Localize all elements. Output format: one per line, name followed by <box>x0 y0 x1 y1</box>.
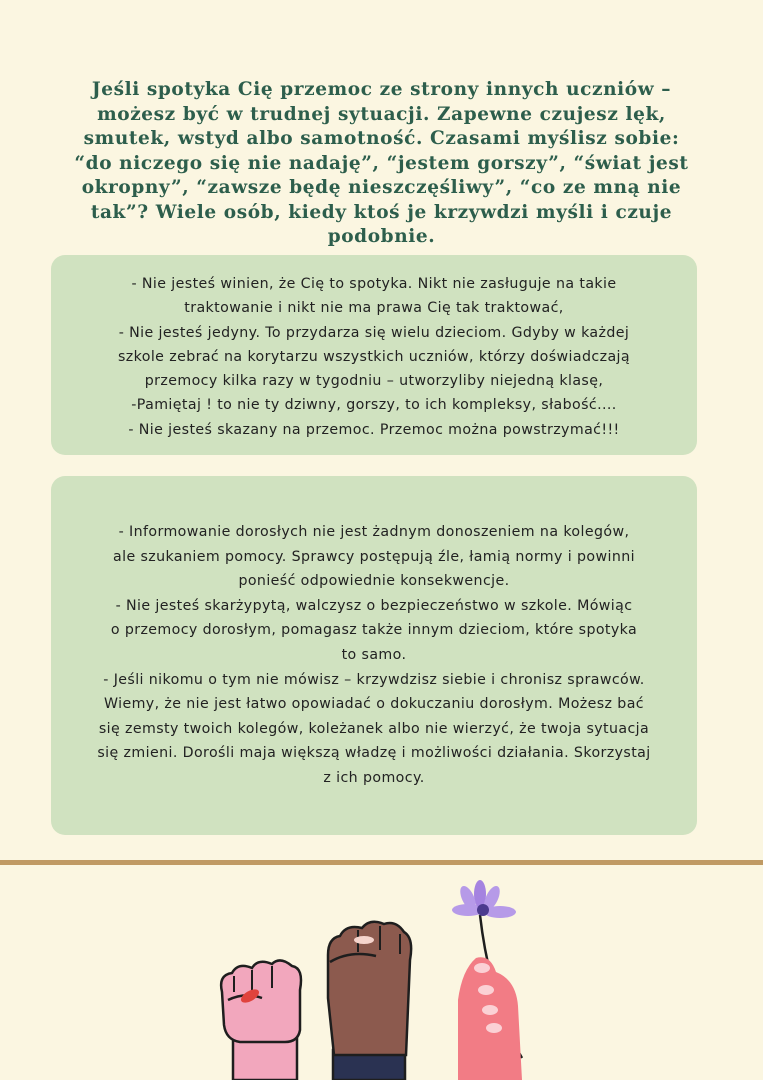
box-line: o przemocy dorosłym, pomagasz także innym dzieciom, które spotyka <box>110 622 638 639</box>
raised-hands-illustration <box>200 880 540 1080</box>
info-box-seek-help <box>51 476 697 835</box>
box-line: to samo. <box>341 646 407 663</box>
intro-line: smutek, wstyd albo samotność. Czasami myślisz sobie: <box>83 128 680 149</box>
box-line: przemocy kilka razy w tygodniu – utworzyliby niejedną klasę, <box>144 373 604 390</box>
info-box-reassurance <box>51 255 697 455</box>
divider <box>0 860 763 865</box>
box-line: ale szukaniem pomocy. Sprawcy postępują źle, łamią normy i powinni <box>113 548 635 565</box>
box-line: - Informowanie dorosłych nie jest żadnym donoszeniem na kolegów, <box>118 524 630 540</box>
box-line: -Pamiętaj ! to nie ty dziwny, gorszy, to ich kompleksy, słabość.... <box>131 397 617 414</box>
brown-fist-icon <box>328 922 411 1080</box>
box-line: z ich pomocy. <box>323 769 425 786</box>
box-line: - Nie jesteś jedyny. To przydarza się wielu dzieciom. Gdyby w każdej <box>118 324 630 341</box>
intro-line: podobnie. <box>327 226 436 247</box>
intro-line: możesz być w trudnej sytuacji. Zapewne czujesz lęk, <box>97 103 666 125</box>
intro-line: tak”? Wiele osób, kiedy ktoś je krzywdzi myśli i czuje <box>90 201 673 223</box>
hand-holding-flower-icon <box>452 880 522 1080</box>
box-line: - Nie jesteś skarżypytą, walczysz o bezpieczeństwo w szkole. Mówiąc <box>115 597 633 614</box>
box-line: - Nie jesteś winien, że Cię to spotyka. Nikt nie zasługuje na takie <box>131 276 617 292</box>
box-line: traktowanie i nikt nie ma prawa Cię tak traktować, <box>184 300 564 317</box>
intro-heading <box>48 78 715 250</box>
box-line: ponieść odpowiednie konsekwencje. <box>238 573 510 590</box>
box-line: się zemsty twoich kolegów, koleżanek albo nie wierzyć, że twoja sytuacja <box>98 720 650 737</box>
intro-line: okropny”, “zawsze będę nieszczęśliwy”, “co ze mną nie <box>81 177 682 198</box>
box-line: - Jeśli nikomu o tym nie mówisz – krzywdzisz siebie i chronisz sprawców. <box>103 671 645 688</box>
pink-fist-icon <box>221 960 301 1080</box>
intro-line: Jeśli spotyka Cię przemoc ze strony innych uczniów – <box>91 79 672 100</box>
intro-line: “do niczego się nie nadaję”, “jestem gorszy”, “świat jest <box>74 152 689 174</box>
box-line: Wiemy, że nie jest łatwo opowiadać o dokuczaniu dorosłym. Możesz bać <box>103 696 645 713</box>
box-line: się zmieni. Dorośli maja większą władzę i możliwości działania. Skorzystaj <box>97 745 651 762</box>
box-line: szkole zebrać na korytarzu wszystkich uczniów, którzy doświadczają <box>118 348 630 365</box>
box-line: - Nie jesteś skazany na przemoc. Przemoc można powstrzymać!!! <box>128 421 620 438</box>
